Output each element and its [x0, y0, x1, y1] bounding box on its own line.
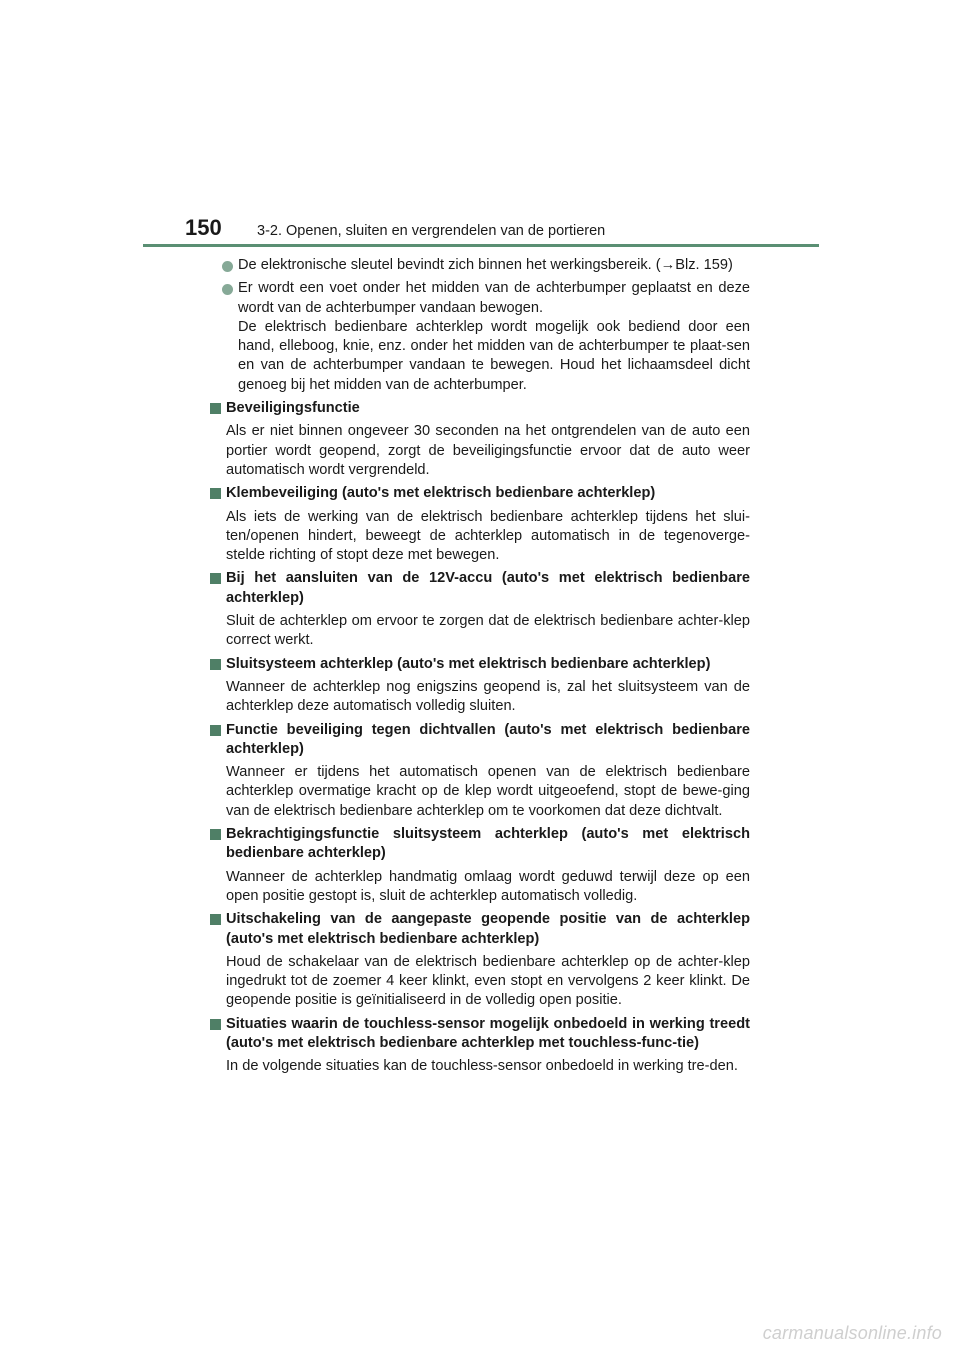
square-bullet-icon — [210, 1019, 221, 1030]
section-heading-text: Uitschakeling van de aangepaste geopende positie van de achterklep (auto's met elektrisch bedienbare achterklep) — [226, 911, 750, 947]
section-heading — [210, 655, 750, 674]
section-body: Wanneer de achterklep handmatig omlaag wordt geduwd terwijl deze op een open positie gestopt is, sluit de achterklep automatisch volledig. — [226, 868, 750, 904]
section-heading — [210, 484, 750, 503]
page-content — [210, 256, 750, 1081]
section-body: Als er niet binnen ongeveer 30 seconden na het ontgrendelen van de auto een portier wordt geopend, zorgt de beveiligingsfunctie ervoor dat de auto weer automatisch wordt vergrendeld. — [226, 423, 750, 478]
bullet-item — [210, 256, 750, 275]
watermark-logo: carmanualsonline.info — [762, 1323, 942, 1343]
section-title: 3-2. Openen, sluiten en vergrendelen van de portieren — [257, 223, 606, 239]
square-bullet-icon — [210, 403, 221, 414]
bullet-dot-icon — [222, 261, 233, 272]
section-heading — [210, 399, 750, 418]
section-item — [210, 1015, 750, 1077]
square-bullet-icon — [210, 725, 221, 736]
page-number: 150 — [185, 215, 222, 240]
section-item — [210, 484, 750, 565]
section-item — [210, 569, 750, 650]
bullet-text: De elektronische sleutel bevindt zich binnen het werkingsbereik. (→Blz. 159) — [238, 257, 733, 273]
square-bullet-icon — [210, 659, 221, 670]
square-bullet-icon — [210, 573, 221, 584]
square-bullet-icon — [210, 829, 221, 840]
header-divider — [143, 244, 819, 247]
section-heading-text: Beveiligingsfunctie — [226, 400, 360, 417]
section-heading-text: Bij het aansluiten van de 12V-accu (auto's met elektrisch bedienbare achterklep) — [226, 570, 750, 606]
section-item — [210, 399, 750, 480]
section-heading-text: Functie beveiliging tegen dichtvallen (auto's met elektrisch bedienbare achterklep) — [226, 721, 750, 757]
bullet-text: De elektrisch bedienbare achterklep wordt mogelijk ook bediend door een hand, elleboog, knie, enz. onder het midden van de achterbumper te plaat-sen en van de achterbumper vandaan te bewegen. Houd het lichaamsdeel dicht genoeg bij het midden van de achterbumper. — [238, 318, 750, 393]
section-body: Als iets de werking van de elektrisch bedienbare achterklep tijdens het slui-ten/openen hindert, beweegt de achterklep automatisch in de tegenoverge-stelde richting of stopt deze met bewegen. — [226, 508, 750, 564]
section-heading-text: Situaties waarin de touchless-sensor mogelijk onbedoeld in werking treedt (auto's met elektrisch bedienbare achterklep met touchless-func-tie) — [226, 1015, 750, 1051]
bullet-item — [210, 279, 750, 395]
section-heading — [210, 825, 750, 864]
section-body: Wanneer de achterklep nog enigszins geopend is, zal het sluitsysteem van de achterklep deze automatisch volledig sluiten. — [226, 678, 750, 715]
section-item — [210, 910, 750, 1010]
page-header — [0, 0, 960, 250]
section-body: Sluit de achterklep om ervoor te zorgen dat de elektrisch bedienbare achter-klep correct werkt. — [226, 613, 750, 649]
section-body: Wanneer er tijdens het automatisch openen van de elektrisch bedienbare achterklep overmatige kracht op de klep wordt uitgeoefend, stopt de bewe-ging van de elektrisch bedienbare achterklep om te voorkomen dat deze dichtvalt. — [226, 764, 750, 819]
section-heading — [210, 910, 750, 949]
section-item — [210, 721, 750, 821]
section-item — [210, 825, 750, 906]
section-heading-text: Bekrachtigingsfunctie sluitsysteem achterklep (auto's met elektrisch bedienbare achterklep) — [226, 826, 750, 862]
section-body: In de volgende situaties kan de touchless-sensor onbedoeld in werking tre-den. — [226, 1058, 738, 1075]
section-heading — [210, 721, 750, 760]
square-bullet-icon — [210, 914, 221, 925]
bullet-text: Er wordt een voet onder het midden van de achterbumper geplaatst en deze wordt van de achterbumper vandaan bewogen. — [238, 280, 750, 316]
section-heading-text: Klembeveiliging (auto's met elektrisch bedienbare achterklep) — [226, 485, 656, 502]
section-heading — [210, 569, 750, 608]
section-heading-text: Sluitsysteem achterklep (auto's met elektrisch bedienbare achterklep) — [226, 655, 711, 672]
section-item — [210, 655, 750, 717]
section-heading — [210, 1015, 750, 1054]
section-body: Houd de schakelaar van de elektrisch bedienbare achterklep op de achter-klep ingedrukt tot de zoemer 4 keer klinkt, even stopt en vervolgens 2 keer klinkt. De geopende positie is geïnitialiseerd in de volledig open positie. — [226, 953, 750, 1009]
square-bullet-icon — [210, 488, 221, 499]
bullet-dot-icon — [222, 284, 233, 295]
